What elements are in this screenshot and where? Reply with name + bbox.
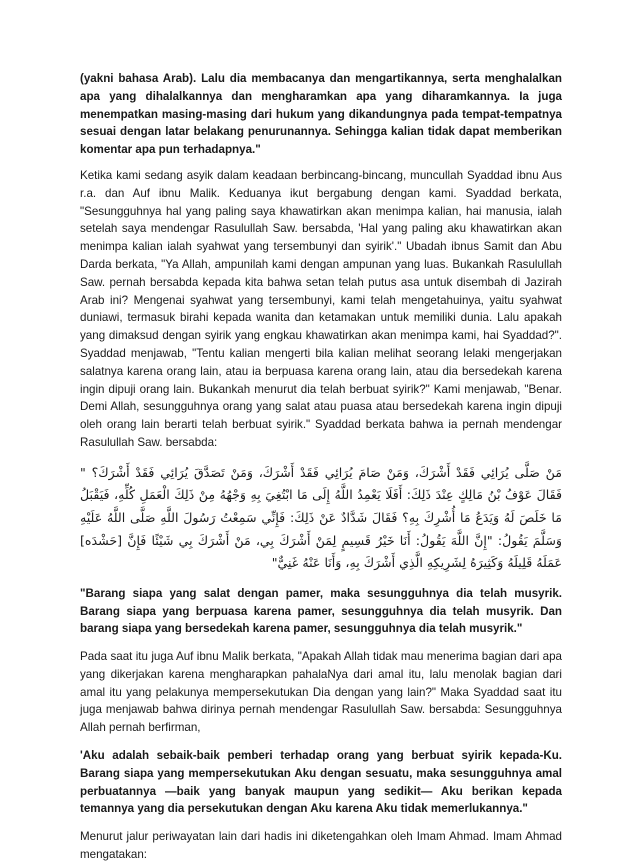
paragraph-divine-saying: 'Aku adalah sebaik-baik pemberi terhadap orang yang berbuat syirik kepada-Ku. Barang siapa yang mempersekutukan Aku dengan sesuatu, maka sesungguhnya amal perbuatannya —baik yang banyak maupun yang sedikit— Aku berikan kepada temannya yang dia persekutukan dengan Aku karena Aku tidak memerlukannya." (80, 749, 562, 816)
paragraph-auf-question: Pada saat itu juga Auf ibnu Malik berkata, "Apakah Allah tidak mau menerima bagian dari apa yang dikerjakan karena mengharapkan pahalaNya dari amal itu, lalu menolak bagian dari amal itu yang pelakunya mempersekutukan Dia dengan yang lain?" Maka Syaddad saat itu juga menjawab bahwa dirinya pernah mendengar Rasulullah Saw. bersabda: Sesungguhnya Allah pernah berfirman, (80, 650, 562, 735)
paragraph-narration: Ketika kami sedang asyik dalam keadaan berbincang-bincang, muncullah Syaddad ibnu Aus r.a. dan Auf ibnu Malik. Keduanya ikut bergabung dengan kami. Syaddad berkata, "Sesungguhnya hal yang paling saya khawatirkan akan menimpa kalian, hai manusia, ialah setelah saya mendengar Rasulullah Saw. bersabda, 'Hal yang paling aku khawatirkan akan menimpa kalian ialah syahwat yang tersembunyi dan syirik'." Ubadah ibnus Samit dan Abu Darda berkata, "Ya Allah, ampunilah kami dengan ampunan yang luas. Bukankah Rasulullah Saw. pernah bersabda kepada kita bahwa setan telah putus asa untuk disembah di Jazirah Arab ini? Mengenai syahwat yang tersembunyi, kami telah mengetahuinya, yaitu syahwat duniawi, termasuk birahi kepada wanita dan ketamakan untuk memiliki dunia. Lalu apakah yang dimaksud dengan syirik yang engkau khawatirkan akan menimpa kami, hai Syaddad?". Syaddad menjawab, "Tentu kalian mengerti bila kalian melihat seorang lelaki mengerjakan salatnya karena orang lain, atau ia berpuasa karena orang lain, atau dia bersedekah karena ingin dipuji orang lain. Bukankah menurut dia telah berbuat syirik?" Kami menjawab, "Benar. Demi Allah, sesungguhnya orang yang salat atau puasa atau bersedekah karena ingin dipuji oleh orang lain berarti telah berbuat syirik." Syaddad berkata bahwa ia pernah mendengar Rasulullah Saw. bersabda: (80, 168, 562, 449)
paragraph-closing: Menurut jalur periwayatan lain dari hadis ini diketengahkan oleh Imam Ahmad. Imam Ahmad mengatakan: (80, 830, 562, 862)
document-page (80, 70, 562, 864)
arabic-hadith-text: مَنْ صَلَّى يُرَائِي فَقَدْ أَشْرَكَ، وَمَنْ صَامَ يُرَائِي فَقَدْ أَشْرَكَ، وَمَنْ تَصَدَّقَ يُرَائِي فَقَدْ أَشْرَكَ؟ " فَقَالَ عَوْفُ بْنُ مَالِكٍ عِنْدَ ذَلِكَ: أَفَلَا يَعْمِدُ اللَّهُ إِلَى مَا ابْتُغِيَ بِهِ وَجْهُهُ مِنْ ذَلِكَ الْعَمَلِ كُلِّهِ، فَيَقْبَلُ مَا خَلَصَ لَهُ وَيَدَعُ مَا أُشْرِكَ بِهِ؟ فَقَالَ شَدَّادٌ عَنْ ذَلِكَ: فَإِنِّي سَمِعْتُ رَسُولَ اللَّهِ صَلَّى اللَّهُ عَلَيْهِ وَسَلَّمَ يَقُولُ: "إِنَّ اللَّهَ يَقُولُ: أَنَا خَيْرُ قَسِيمٍ لِمَنْ أَشْرَكَ بِي، مَنْ أَشْرَكَ بِي شَيْئًا فَإِنَّ [حَشْدَه] عَمَلَهُ قَلِيلَهُ وَكَثِيرَهُ لِشَرِيكِهِ الَّذِي أَشْرَكَ بِهِ، وَأَنَا عَنْهُ غَنِيٌّ" (80, 464, 562, 571)
paragraph-intro: (yakni bahasa Arab). Lalu dia membacanya dan mengartikannya, serta menghalalkan apa yang dihalalkannya dan mengharamkan apa yang diharamkannya. Ia juga menempatkan masing-masing dari hukum yang dikandungnya pada tempat-tempatnya sesuai dengan latar belakang penurunannya. Sehingga kalian tidak dapat memberikan komentar apa pun terhadapnya." (80, 72, 562, 157)
paragraph-hadith-translation: "Barang siapa yang salat dengan pamer, maka sesungguhnya dia telah musyrik. Barang siapa yang berpuasa karena pamer, sesungguhnya dia telah musyrik. Dan barang siapa yang bersedekah karena pamer, sesungguhnya dia telah musyrik." (80, 586, 562, 636)
